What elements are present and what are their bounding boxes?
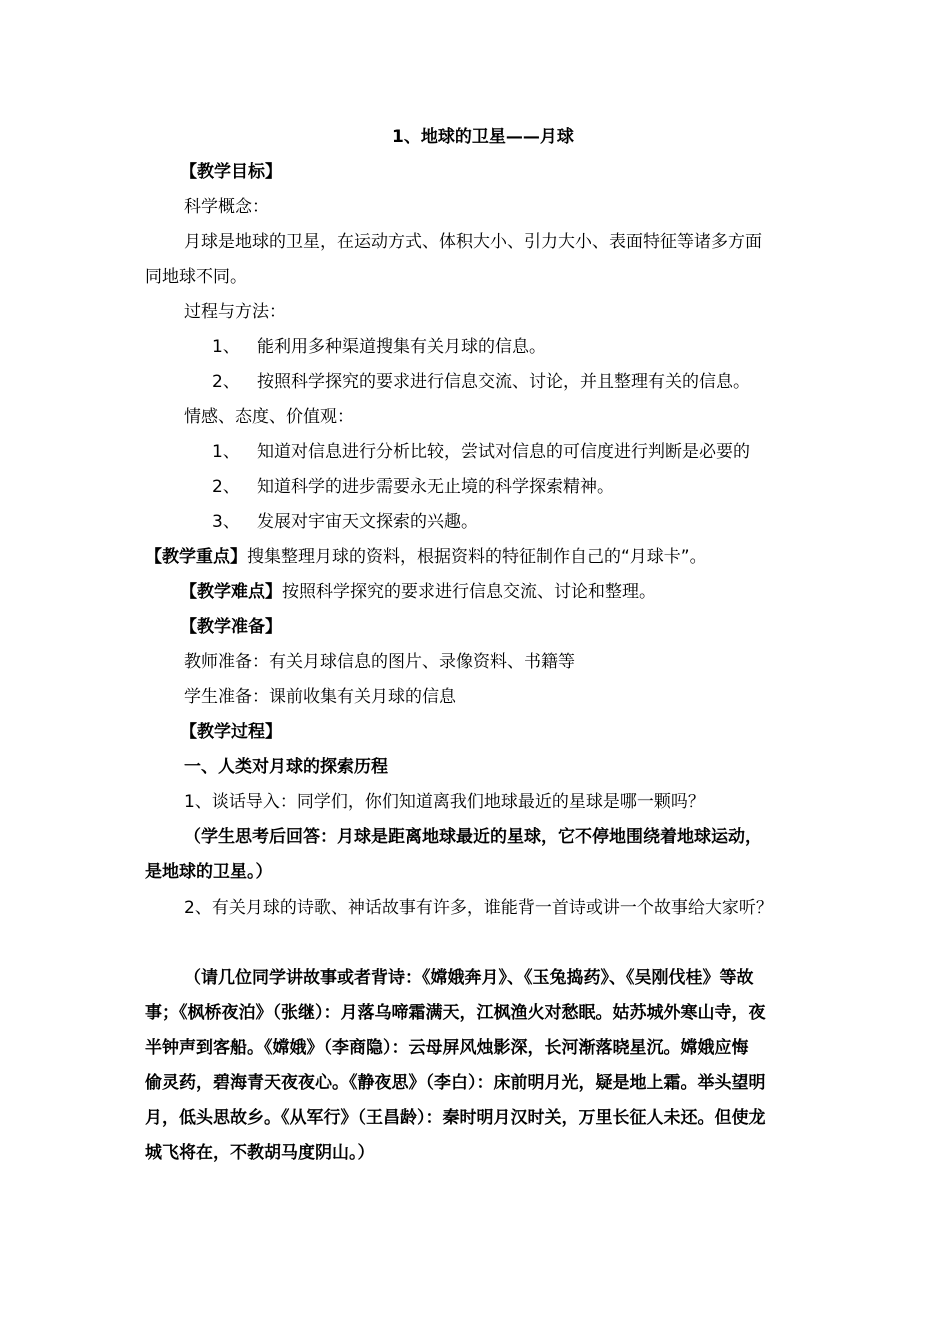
answer-2-line: 偷灵药，碧海青天夜夜心。《静夜思》（李白）：床前明月光，疑是地上霜。举头望明: [145, 1073, 766, 1093]
heading-preparation: 【教学准备】: [180, 617, 282, 637]
answer-1-line-2: 是地球的卫星。）: [145, 862, 273, 882]
item-number: 1、: [212, 337, 240, 357]
answer-2-line: （请几位同学讲故事或者背诗：《嫦娥奔月》、《玉兔捣药》、《吴刚伐桂》等故: [184, 968, 754, 988]
teacher-preparation: 教师准备：有关月球信息的图片、录像资料、书籍等: [184, 652, 575, 672]
item-text: 知道科学的进步需要永无止境的科学探索精神。: [257, 477, 614, 497]
emotion-item: [212, 475, 614, 499]
difficult-points: [180, 580, 656, 604]
answer-2-line: 城飞将在，不教胡马度阴山。）: [145, 1143, 375, 1163]
answer-2-line: 半钟声到客船。《嫦娥》（李商隐）：云母屏风烛影深，长河渐落晓星沉。嫦娥应悔: [145, 1038, 749, 1058]
question-2: 2、有关月球的诗歌、神话故事有许多，谁能背一首诗或讲一个故事给大家听？: [184, 898, 773, 918]
item-text: 能利用多种渠道搜集有关月球的信息。: [257, 337, 546, 357]
section-heading: 一、人类对月球的探索历程: [184, 757, 388, 777]
answer-1-line-1: （学生思考后回答：月球是距离地球最近的星球，它不停地围绕着地球运动，: [184, 827, 762, 847]
emotion-item: [212, 440, 750, 464]
concept-label: 科学概念：: [184, 197, 269, 217]
emotion-label: 情感、态度、价值观：: [184, 407, 354, 427]
answer-2-line: 事；《枫桥夜泊》（张继）：月落乌啼霜满天，江枫渔火对愁眠。姑苏城外寒山寺，夜: [145, 1003, 766, 1023]
item-number: 1、: [212, 442, 240, 462]
heading-objectives: 【教学目标】: [180, 162, 282, 182]
emotion-item: [212, 510, 478, 534]
process-label: 过程与方法：: [184, 302, 286, 322]
concept-text-line-2: 同地球不同。: [145, 267, 247, 287]
difficult-points-text: 按照科学探究的要求进行信息交流、讨论和整理。: [282, 582, 656, 602]
difficult-points-label: 【教学难点】: [180, 582, 282, 602]
answer-2-line: 月，低头思故乡。《从军行》（王昌龄）：秦时明月汉时关，万里长征人未还。但使龙: [145, 1108, 766, 1128]
question-1: 1、谈话导入：同学们，你们知道离我们地球最近的星球是哪一颗吗？: [184, 792, 705, 812]
heading-process: 【教学过程】: [180, 722, 282, 742]
key-points-text: 搜集整理月球的资料，根据资料的特征制作自己的“月球卡”。: [247, 547, 707, 567]
process-item: [212, 335, 546, 359]
item-text: 知道对信息进行分析比较，尝试对信息的可信度进行判断是必要的: [257, 442, 750, 462]
item-number: 3、: [212, 512, 240, 532]
process-item: [212, 370, 750, 394]
student-preparation: 学生准备：课前收集有关月球的信息: [184, 687, 456, 707]
concept-text-line-1: 月球是地球的卫星，在运动方式、体积大小、引力大小、表面特征等诸多方面: [184, 232, 762, 252]
key-points: [145, 545, 707, 569]
item-text: 发展对宇宙天文探索的兴趣。: [257, 512, 478, 532]
key-points-label: 【教学重点】: [145, 547, 247, 567]
item-number: 2、: [212, 372, 240, 392]
item-text: 按照科学探究的要求进行信息交流、讨论，并且整理有关的信息。: [257, 372, 750, 392]
item-number: 2、: [212, 477, 240, 497]
page-title: 1、地球的卫星——月球: [392, 127, 574, 147]
